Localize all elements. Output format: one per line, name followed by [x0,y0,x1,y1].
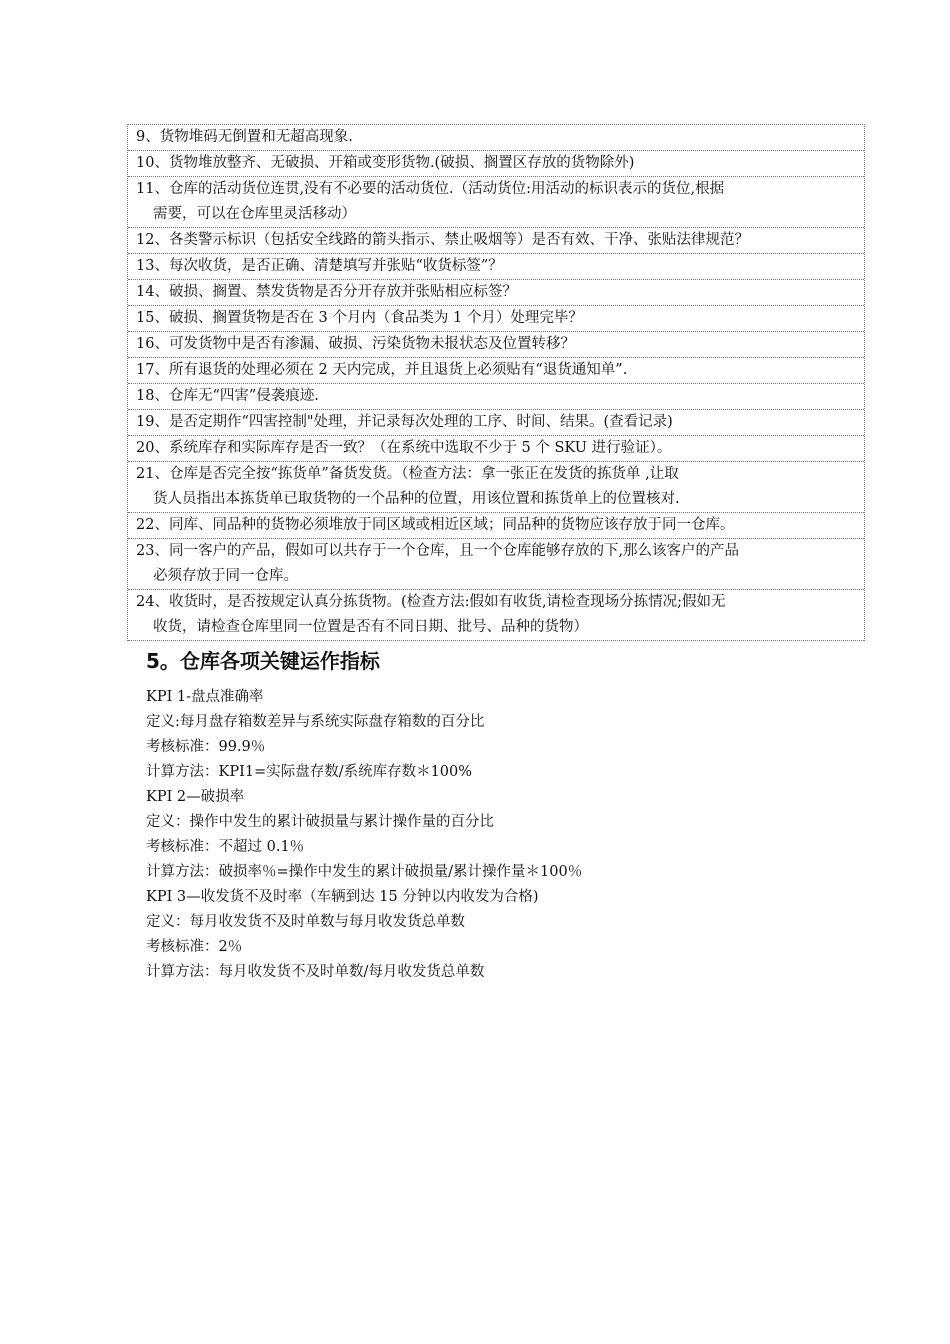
checklist-item-text: 15、破损、搁置货物是否在 3 个月内（食品类为 1 个月）处理完毕？ [136,310,583,326]
checklist-item-text: 23、同一客户的产品，假如可以共存于一个仓库，且一个仓库能够存放的下,那么该客户的产品 [136,543,740,559]
checklist-row [128,539,864,590]
kpi-1-standard: 考核标准：99.9％ [146,739,266,755]
checklist-item-text: 19、是否定期作“四害控制"处理，并记录每次处理的工序、时间、结果。(查看记录) [136,414,673,430]
checklist-item-text: 16、可发货物中是否有渗漏、破损、污染货物未报状态及位置转移？ [136,336,575,352]
checklist-item-text: 22、同库、同品种的货物必须堆放于同区域或相近区域；同品种的货物应该存放于同一仓库。 [136,517,735,533]
checklist-item-text: 11、仓库的活动货位连贯,没有不必要的活动货位.（活动货位:用活动的标识表示的货位,根据 [136,181,725,197]
checklist-row [128,254,864,280]
kpi-2-formula: 计算方法：破损率％=操作中发生的累计破损量/累计操作量＊100％ [146,864,583,880]
kpi-list [146,685,846,985]
checklist-item-text: 14、破损、搁置、禁发货物是否分开存放并张贴相应标签？ [136,284,517,300]
checklist-row [128,384,864,410]
checklist-item-text: 9、货物堆码无倒置和无超高现象. [136,129,353,145]
checklist-item-text: 12、各类警示标识（包括安全线路的箭头指示、禁止吸烟等）是否有效、干净、张贴法律规范？ [136,232,749,248]
checklist-row [128,306,864,332]
checklist-item-text: 18、仓库无“四害”侵袭痕迹. [136,388,319,404]
kpi-1-title: KPI 1-盘点准确率 [146,689,264,705]
checklist-item-text: 24、收货时，是否按规定认真分拣货物。(检查方法:假如有收货,请检查现场分拣情况;假如无 [136,594,726,610]
checklist-item-text: 20、系统库存和实际库存是否一致？（在系统中选取不少于 5 个 SKU 进行验证）。 [136,440,672,456]
checklist-row [128,177,864,228]
checklist-item-text: 17、所有退货的处理必须在 2 天内完成，并且退货上必须贴有“退货通知单”. [136,362,628,378]
kpi-3-title: KPI 3—收发货不及时率（车辆到达 15 分钟以内收发为合格) [146,889,539,905]
kpi-3-formula: 计算方法：每月收发货不及时单数/每月收发货总单数 [146,964,485,980]
checklist-row [128,228,864,254]
checklist-item-continuation: 必须存放于同一仓库。 [153,568,298,584]
checklist-row [128,358,864,384]
checklist-row [128,280,864,306]
checklist-item-text: 10、货物堆放整齐、无破损、开箱或变形货物.(破损、搁置区存放的货物除外) [136,155,635,171]
checklist-row [128,332,864,358]
kpi-2-definition: 定义：操作中发生的累计破损量与累计操作量的百分比 [146,814,494,830]
kpi-1-definition: 定义:每月盘存箱数差异与系统实际盘存箱数的百分比 [146,714,485,730]
checklist-item-text: 21、仓库是否完全按“拣货单”备货发货。（检查方法：拿一张正在发货的拣货单 ,让取 [136,466,679,482]
kpi-2-title: KPI 2—破损率 [146,789,245,805]
checklist-row [128,513,864,539]
checklist-row [128,590,864,641]
checklist-item-continuation: 收货，请检查仓库里同一位置是否有不同日期、批号、品种的货物） [153,619,588,635]
kpi-2-standard: 考核标准：不超过 0.1％ [146,839,305,855]
kpi-3-standard: 考核标准：2％ [146,939,243,955]
inspection-checklist-table [127,124,865,641]
checklist-item-text: 13、每次收货，是否正确、清楚填写并张贴“收货标签”？ [136,258,503,274]
checklist-row [128,462,864,513]
checklist-row [128,151,864,177]
kpi-1-formula: 计算方法：KPI1=实际盘存数/系统库存数＊100% [146,764,473,780]
checklist-row [128,410,864,436]
kpi-3-definition: 定义：每月收发货不及时单数与每月收发货总单数 [146,914,465,930]
checklist-row [128,125,864,151]
section-heading: 5。仓库各项关键运作指标 [146,649,380,673]
checklist-item-continuation: 需要，可以在仓库里灵活移动） [153,206,356,222]
checklist-row [128,436,864,462]
checklist-item-continuation: 货人员指出本拣货单已取货物的一个品种的位置，用该位置和拣货单上的位置核对. [153,491,680,507]
